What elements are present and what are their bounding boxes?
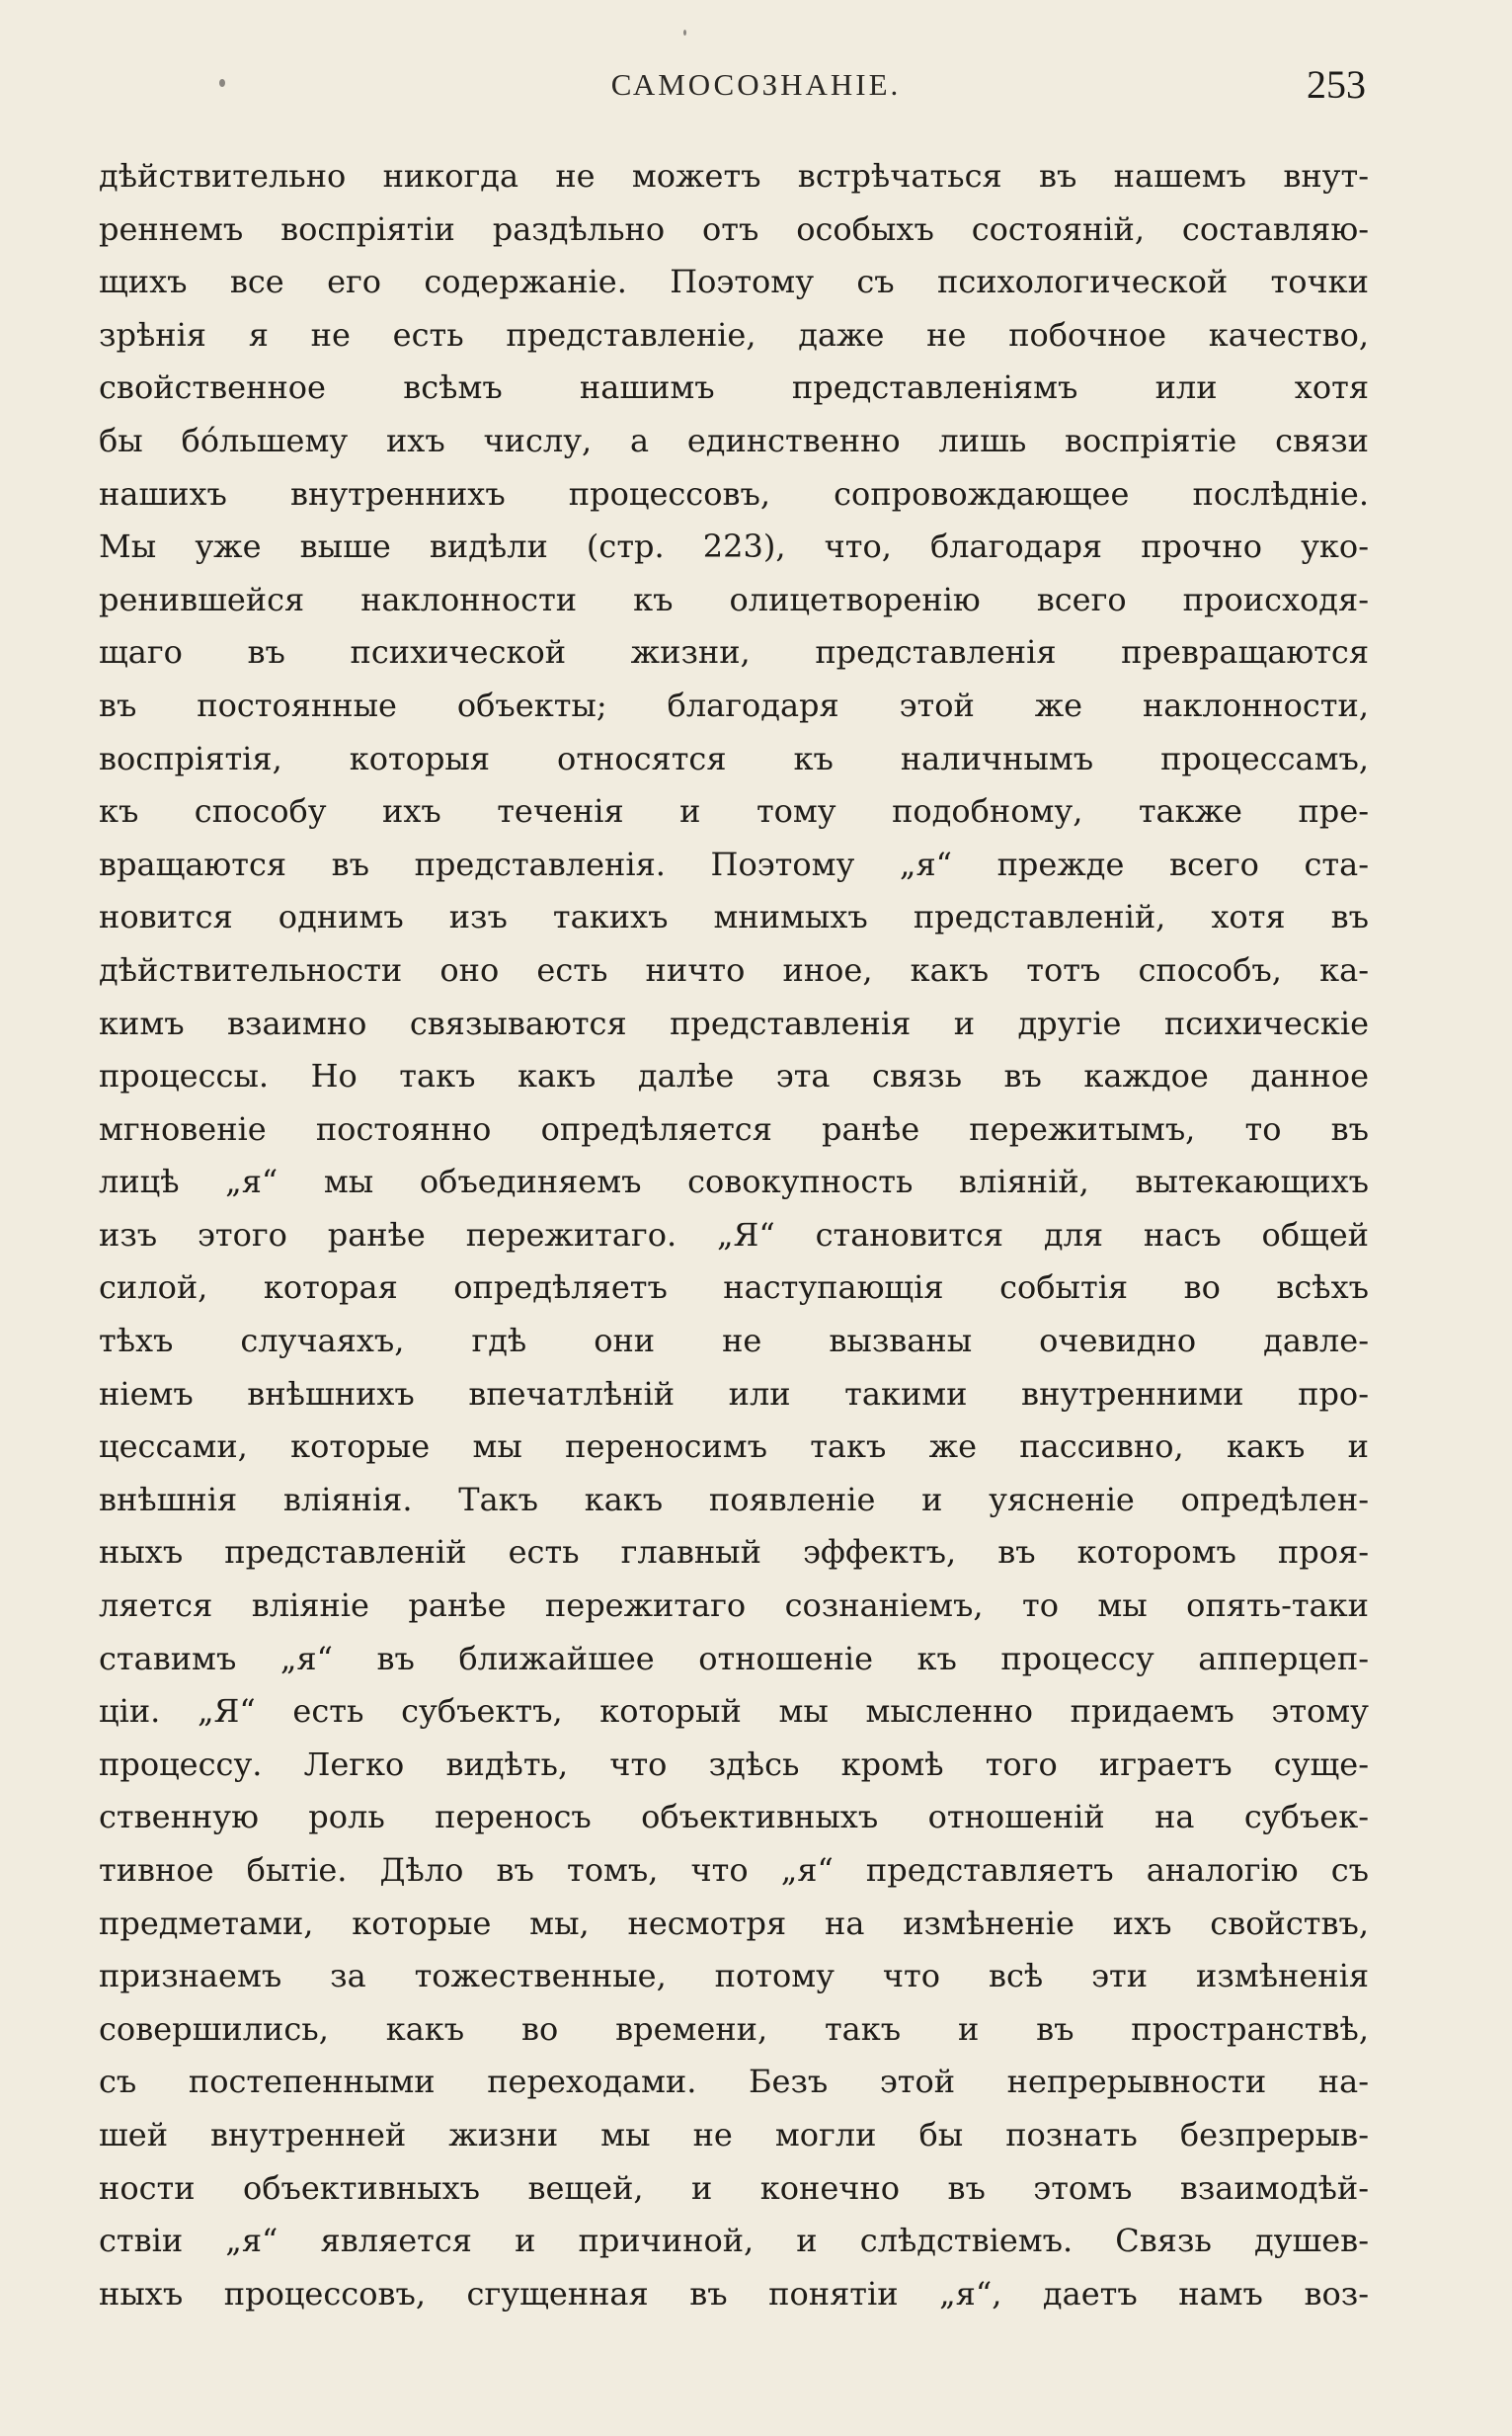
text-line: ности объективныхъ вещей, и конечно въ этомъ взаимодѣй- (99, 2168, 1369, 2207)
text-line: признаемъ за тожественные, потому что всѣ эти измѣненія (99, 1957, 1369, 1995)
text-line: ныхъ процессовъ, сгущенная въ понятіи „я“, даетъ намъ воз- (99, 2274, 1369, 2313)
text-line: вращаются въ представленія. Поэтому „я“ прежде всего ста- (99, 845, 1369, 883)
running-head (0, 61, 1512, 111)
text-line: процессу. Легко видѣть, что здѣсь кромѣ того играетъ суще- (99, 1745, 1369, 1783)
text-line: бы бóльшему ихъ числу, а единственно лишь воспріятіе связи (99, 421, 1369, 459)
text-line: внѣшнія вліянія. Такъ какъ появленіе и уясненіе опредѣлен- (99, 1480, 1369, 1518)
text-line: Мы уже выше видѣли (стр. 223), что, благодаря прочно уко- (99, 528, 1369, 566)
text-line: ставимъ „я“ въ ближайшее отношеніе къ процессу апперцеп- (99, 1639, 1369, 1677)
text-line: дѣйствительно никогда не можетъ встрѣчаться въ нашемъ внут- (99, 157, 1369, 195)
text-line: дѣйствительности оно есть ничто иное, какъ тотъ способъ, ка- (99, 950, 1369, 989)
page-number: 253 (1307, 62, 1366, 107)
text-line: совершились, какъ во времени, такъ и въ пространствѣ, (99, 2009, 1369, 2048)
text-line: новится однимъ изъ такихъ мнимыхъ представленій, хотя въ (99, 898, 1369, 936)
text-line: мгновеніе постоянно опредѣляется ранѣе пережитымъ, то въ (99, 1109, 1369, 1148)
text-line: воспріятія, которыя относятся къ наличнымъ процессамъ, (99, 739, 1369, 777)
text-line: къ способу ихъ теченія и тому подобному, также пре- (99, 792, 1369, 831)
text-line: цессами, которые мы переносимъ такъ же пассивно, какъ и (99, 1427, 1369, 1466)
text-line: предметами, которые мы, несмотря на измѣненіе ихъ свойствъ, (99, 1904, 1369, 1942)
text-line: щаго въ психической жизни, представленія превращаются (99, 633, 1369, 672)
text-line: нашихъ внутреннихъ процессовъ, сопровождающее послѣдніе. (99, 474, 1369, 513)
text-line: ныхъ представленій есть главный эффектъ, въ которомъ проя- (99, 1533, 1369, 1572)
text-line: зрѣнія я не есть представленіе, даже не побочное качество, (99, 315, 1369, 354)
text-line: въ постоянные объекты; благодаря этой же наклонности, (99, 686, 1369, 724)
text-line: ляется вліяніе ранѣе пережитаго сознаніемъ, то мы опять-таки (99, 1586, 1369, 1625)
print-speck (683, 30, 686, 36)
text-line: тѣхъ случаяхъ, гдѣ они не вызваны очевидно давле- (99, 1322, 1369, 1360)
running-title: САМОСОЗНАНІЕ. (610, 67, 902, 102)
text-line: реннемъ воспріятіи раздѣльно отъ особыхъ состояній, составляю- (99, 209, 1369, 248)
text-line: лицѣ „я“ мы объединяемъ совокупность вліяній, вытекающихъ (99, 1163, 1369, 1201)
body-text (99, 150, 1369, 2320)
text-line: свойственное всѣмъ нашимъ представленіямъ или хотя (99, 368, 1369, 407)
text-line: процессы. Но такъ какъ далѣе эта связь въ каждое данное (99, 1057, 1369, 1096)
text-line: ствіи „я“ является и причиной, и слѣдствіемъ. Связь душев- (99, 2222, 1369, 2260)
text-line: щихъ все его содержаніе. Поэтому съ психологической точки (99, 263, 1369, 301)
text-line: ренившейся наклонности къ олицетворенію всего происходя- (99, 580, 1369, 618)
text-line: ніемъ внѣшнихъ впечатлѣній или такими внутренними про- (99, 1374, 1369, 1413)
text-line: изъ этого ранѣе пережитаго. „Я“ становится для насъ общей (99, 1215, 1369, 1254)
text-line: ціи. „Я“ есть субъектъ, который мы мысленно придаемъ этому (99, 1692, 1369, 1731)
text-line: силой, которая опредѣляетъ наступающія событія во всѣхъ (99, 1268, 1369, 1307)
text-line: съ постепенными переходами. Безъ этой непрерывности на- (99, 2063, 1369, 2101)
text-line: кимъ взаимно связываются представленія и другіе психическіе (99, 1004, 1369, 1042)
text-line: ственную роль переносъ объективныхъ отношеній на субъек- (99, 1798, 1369, 1836)
text-line: тивное бытіе. Дѣло въ томъ, что „я“ представляетъ аналогію съ (99, 1851, 1369, 1889)
text-line: шей внутренней жизни мы не могли бы познать безпрерыв- (99, 2115, 1369, 2153)
